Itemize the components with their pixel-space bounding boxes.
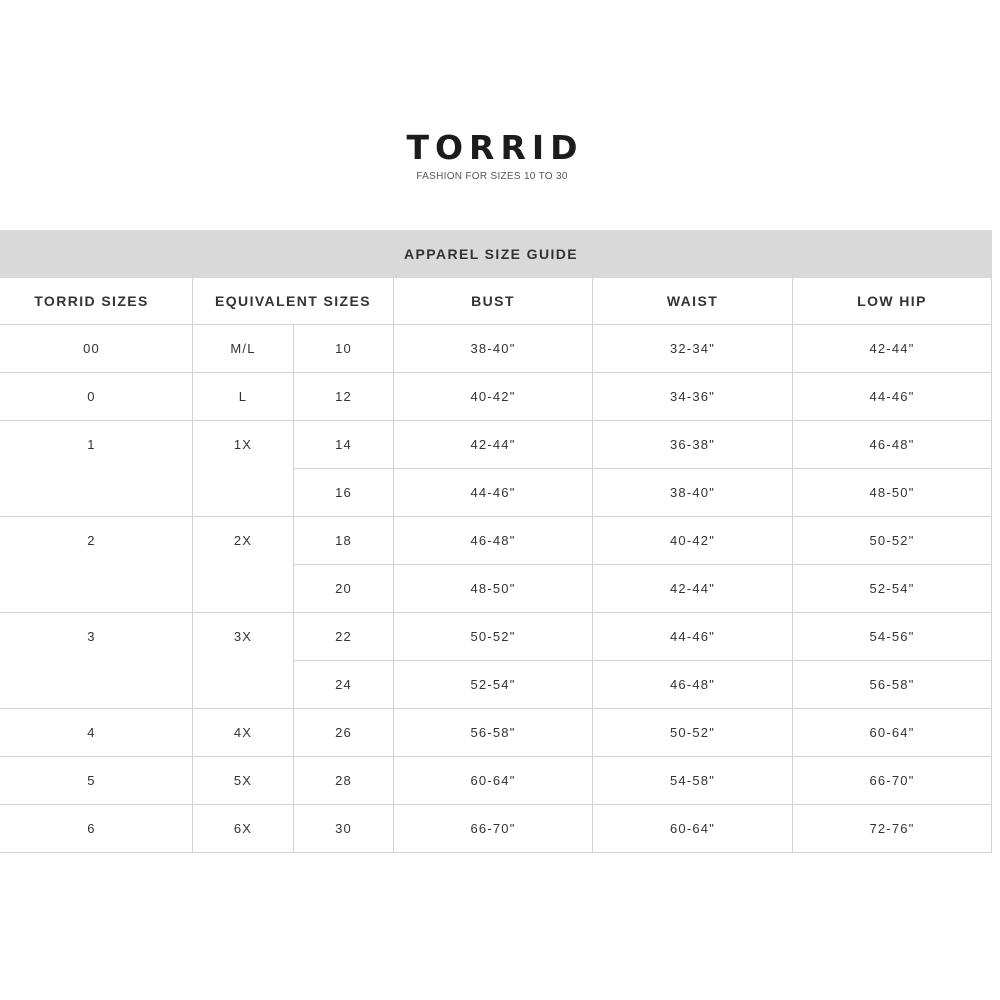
cell-low-hip: 60-64" xyxy=(793,709,992,757)
cell-numeric-size: 26 xyxy=(294,709,394,757)
table-row xyxy=(0,421,992,469)
cell-bust: 38-40" xyxy=(394,325,593,373)
cell-bust: 66-70" xyxy=(394,805,593,853)
cell-torrid-size: 0 xyxy=(0,373,193,421)
table-row xyxy=(0,517,992,565)
cell-numeric-size: 16 xyxy=(294,469,394,517)
cell-letter-size: 3X xyxy=(193,613,294,709)
cell-waist: 36-38" xyxy=(593,421,793,469)
cell-torrid-size: 5 xyxy=(0,757,193,805)
cell-bust: 60-64" xyxy=(394,757,593,805)
cell-numeric-size: 20 xyxy=(294,565,394,613)
cell-bust: 48-50" xyxy=(394,565,593,613)
header-torrid-sizes: TORRID SIZES xyxy=(0,278,193,325)
table-header-row xyxy=(0,278,992,325)
cell-letter-size: 5X xyxy=(193,757,294,805)
cell-low-hip: 52-54" xyxy=(793,565,992,613)
apparel-size-table xyxy=(0,230,992,853)
cell-waist: 40-42" xyxy=(593,517,793,565)
table-row xyxy=(0,805,992,853)
cell-low-hip: 46-48" xyxy=(793,421,992,469)
cell-low-hip: 54-56" xyxy=(793,613,992,661)
header-waist: WAIST xyxy=(593,278,793,325)
cell-waist: 34-36" xyxy=(593,373,793,421)
cell-letter-size: M/L xyxy=(193,325,294,373)
cell-letter-size: 2X xyxy=(193,517,294,613)
cell-numeric-size: 30 xyxy=(294,805,394,853)
cell-waist: 32-34" xyxy=(593,325,793,373)
brand-logo: TORRID xyxy=(406,128,584,167)
cell-bust: 42-44" xyxy=(394,421,593,469)
header-low-hip: LOW HIP xyxy=(793,278,992,325)
table-row xyxy=(0,757,992,805)
cell-letter-size: 4X xyxy=(193,709,294,757)
cell-waist: 46-48" xyxy=(593,661,793,709)
cell-torrid-size: 4 xyxy=(0,709,193,757)
brand-header xyxy=(0,128,984,184)
cell-numeric-size: 28 xyxy=(294,757,394,805)
cell-numeric-size: 18 xyxy=(294,517,394,565)
table-row xyxy=(0,613,992,661)
cell-torrid-size: 00 xyxy=(0,325,193,373)
cell-bust: 40-42" xyxy=(394,373,593,421)
cell-bust: 52-54" xyxy=(394,661,593,709)
table-title-row xyxy=(0,231,992,278)
cell-waist: 54-58" xyxy=(593,757,793,805)
header-bust: BUST xyxy=(394,278,593,325)
cell-numeric-size: 22 xyxy=(294,613,394,661)
brand-tagline: FASHION FOR SIZES 10 TO 30 xyxy=(416,171,568,182)
cell-torrid-size: 3 xyxy=(0,613,193,709)
cell-bust: 56-58" xyxy=(394,709,593,757)
table-row xyxy=(0,325,992,373)
cell-waist: 44-46" xyxy=(593,613,793,661)
header-equivalent-sizes: EQUIVALENT SIZES xyxy=(193,278,394,325)
cell-torrid-size: 6 xyxy=(0,805,193,853)
cell-letter-size: 1X xyxy=(193,421,294,517)
cell-bust: 46-48" xyxy=(394,517,593,565)
cell-numeric-size: 12 xyxy=(294,373,394,421)
table-row xyxy=(0,709,992,757)
cell-waist: 50-52" xyxy=(593,709,793,757)
cell-low-hip: 48-50" xyxy=(793,469,992,517)
cell-waist: 60-64" xyxy=(593,805,793,853)
cell-numeric-size: 14 xyxy=(294,421,394,469)
cell-bust: 44-46" xyxy=(394,469,593,517)
cell-letter-size: 6X xyxy=(193,805,294,853)
cell-torrid-size: 1 xyxy=(0,421,193,517)
cell-low-hip: 56-58" xyxy=(793,661,992,709)
cell-torrid-size: 2 xyxy=(0,517,193,613)
cell-waist: 42-44" xyxy=(593,565,793,613)
table-row xyxy=(0,373,992,421)
cell-waist: 38-40" xyxy=(593,469,793,517)
cell-low-hip: 44-46" xyxy=(793,373,992,421)
cell-low-hip: 72-76" xyxy=(793,805,992,853)
cell-numeric-size: 10 xyxy=(294,325,394,373)
cell-letter-size: L xyxy=(193,373,294,421)
cell-bust: 50-52" xyxy=(394,613,593,661)
cell-low-hip: 50-52" xyxy=(793,517,992,565)
cell-numeric-size: 24 xyxy=(294,661,394,709)
table-title: APPAREL SIZE GUIDE xyxy=(0,231,992,278)
cell-low-hip: 66-70" xyxy=(793,757,992,805)
cell-low-hip: 42-44" xyxy=(793,325,992,373)
